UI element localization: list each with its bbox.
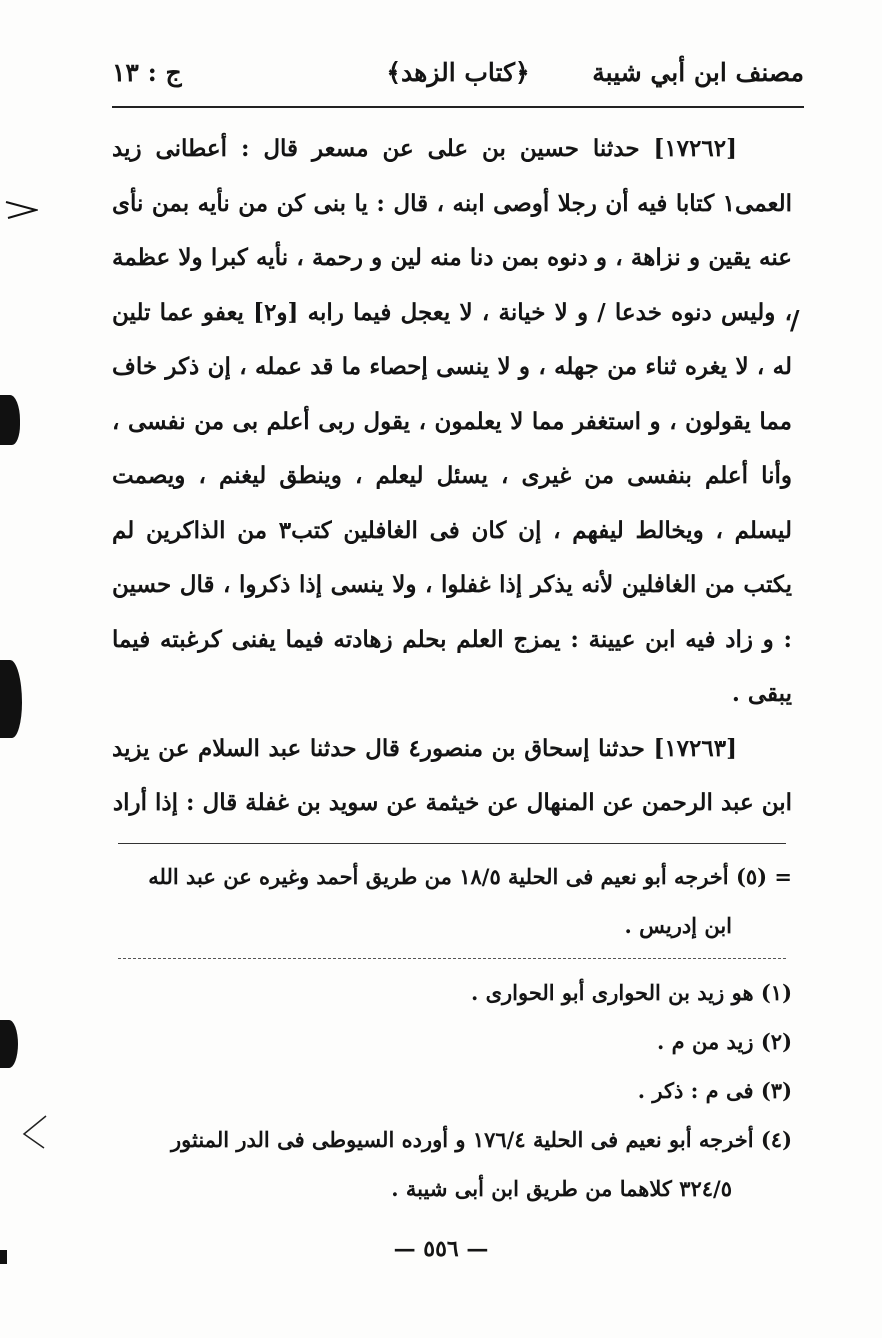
continued-footnote: [112, 852, 792, 950]
scan-blot: [0, 660, 22, 738]
footnotes: [112, 968, 792, 1213]
running-header: [112, 50, 804, 100]
footnote-3: (٣) فى م : ذكر .: [637, 1078, 792, 1103]
header-volume: ج : ١٣: [112, 58, 182, 87]
footnote-1: (١) هو زيد بن الحوارى أبو الحوارى .: [470, 980, 792, 1005]
footnote-separator: [118, 958, 786, 959]
header-book-title: مصنف ابن أبي شيبة: [592, 58, 804, 87]
footnote-rule: [118, 843, 786, 844]
scan-blot: [0, 1250, 7, 1264]
scan-blot: [0, 1020, 18, 1068]
page-number: — ٥٥٦ —: [393, 1236, 489, 1262]
continued-footnote-line-1: = (٥) أخرجه أبو نعيم فى الحلية ١٨/٥ من طريق أحمد وغيره عن عبد الله: [148, 864, 792, 889]
hadith-17262: [١٧٢٦٢] حدثنا حسين بن على عن مسعر قال : أعطانى زيد العمى١ كتابا فيه أن رجلا أوصى ابنه ، قال : يا بنى كن من نأيه بمن نأى عنه يقين و نزاهة ، و دنوه بمن دنا منه لين و رحمة ، نأيه كبرا ولا عظمة ، وليس دنوه خدعا / و لا خيانة ، لا يعجل فيما رابه [و٢] يعفو عما تلين له ، لا يغره ثناء من جهله ، و لا ينسى إحصاء ما قد عمله ، إن ذكر خاف مما يقولون ، و استغفر مما لا يعلمون ، يقول ربى أعلم بى من نفسى ، وأنا أعلم بنفسى من غيرى ، يسئل ليعلم ، وينطق ليغنم ، ويصمت ليسلم ، ويخالط ليفهم ، إن كان فى الغافلين كتب٣ من الذاكرين لم يكتب من الغافلين لأنه يذكر إذا غفلوا ، ولا ينسى إذا ذكروا ، قال حسين : و زاد فيه ابن عيينة : يمزج العلم بحلم زهادته فيما يفنى كرغبته فيما يبقى .: [112, 135, 792, 707]
main-text: [112, 122, 792, 831]
scan-tick: [4, 196, 38, 222]
footnote-2: (٢) زيد من م .: [657, 1029, 792, 1054]
footnote-4: (٤) أخرجه أبو نعيم فى الحلية ١٧٦/٤ و أورده السيوطى فى الدر المنثور: [171, 1127, 792, 1152]
hadith-17263: [١٧٢٦٣] حدثنا إسحاق بن منصور٤ قال حدثنا عبد السلام عن يزيد ابن عبد الرحمن عن المنهال عن خيثمة عن سويد بن غفلة قال : إذا أراد: [112, 734, 792, 816]
footnote-4-continued: ٣٢٤/٥ كلاهما من طريق ابن أبى شيبة .: [391, 1176, 732, 1201]
scan-blot: [0, 395, 20, 445]
header-rule: [112, 106, 804, 108]
manuscript-folio-mark: /: [790, 306, 800, 336]
header-chapter-title: ﴿كتاب الزهد﴾: [386, 58, 530, 87]
continued-footnote-line-2: ابن إدريس .: [624, 913, 732, 938]
scan-tick: [18, 1114, 48, 1150]
